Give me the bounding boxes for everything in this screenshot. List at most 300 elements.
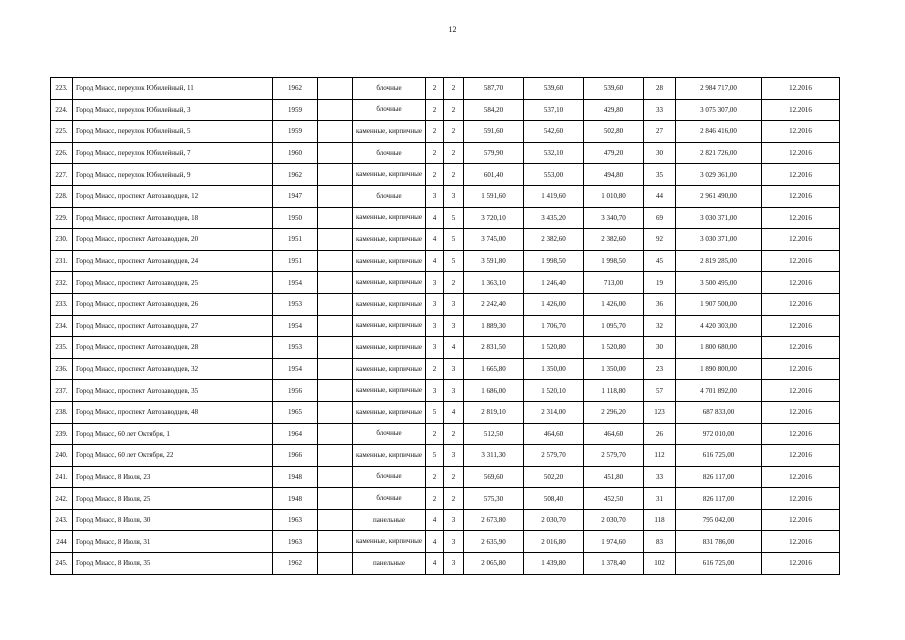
total-area-cell: 1 889,30 (464, 315, 524, 337)
total-area-cell: 579,90 (464, 142, 524, 164)
living-area-cell: 508,40 (524, 488, 584, 510)
cost-cell: 826 117,00 (676, 466, 762, 488)
living-area-cell: 1 439,80 (524, 553, 584, 575)
total-area-cell: 3 720,10 (464, 207, 524, 229)
wall-material-cell: каменные, кирпичные (353, 164, 426, 186)
cost-cell: 3 030 371,00 (676, 207, 762, 229)
table-row (51, 164, 840, 186)
row-number-cell: 231. (51, 250, 73, 272)
date-cell: 12.2016 (762, 509, 840, 531)
address-cell: Город Миасс, проспект Автозаводцев, 25 (73, 272, 273, 294)
row-number-cell: 224. (51, 99, 73, 121)
address-cell: Город Миасс, проспект Автозаводцев, 32 (73, 358, 273, 380)
wall-material-cell: блочные (353, 423, 426, 445)
row-number-cell: 225. (51, 121, 73, 143)
floors-cell: 3 (426, 337, 444, 359)
residents-cell: 26 (644, 423, 676, 445)
total-area-cell: 601,40 (464, 164, 524, 186)
date-cell: 12.2016 (762, 315, 840, 337)
table-row (51, 380, 840, 402)
year-cell: 1959 (273, 121, 318, 143)
living-area-cell: 2 016,80 (524, 531, 584, 553)
table-row (51, 488, 840, 510)
residential-area-cell: 464,60 (584, 423, 644, 445)
floors-cell: 2 (426, 358, 444, 380)
cost-cell: 616 725,00 (676, 445, 762, 467)
cost-cell: 831 786,00 (676, 531, 762, 553)
blank-cell (318, 401, 353, 423)
floors-cell: 2 (426, 466, 444, 488)
address-cell: Город Миасс, 60 лет Октября, 22 (73, 445, 273, 467)
wall-material-cell: блочные (353, 142, 426, 164)
wall-material-cell: каменные, кирпичные (353, 293, 426, 315)
year-cell: 1964 (273, 423, 318, 445)
blank-cell (318, 445, 353, 467)
table-row (51, 315, 840, 337)
residents-cell: 118 (644, 509, 676, 531)
entrances-cell: 2 (444, 121, 464, 143)
blank-cell (318, 423, 353, 445)
total-area-cell: 1 686,00 (464, 380, 524, 402)
table-row (51, 78, 840, 100)
cost-cell: 795 042,00 (676, 509, 762, 531)
table-row (51, 293, 840, 315)
blank-cell (318, 315, 353, 337)
date-cell: 12.2016 (762, 337, 840, 359)
date-cell: 12.2016 (762, 380, 840, 402)
cost-cell: 4 701 892,00 (676, 380, 762, 402)
cost-cell: 3 030 371,00 (676, 229, 762, 251)
living-area-cell: 2 382,60 (524, 229, 584, 251)
total-area-cell: 2 242,40 (464, 293, 524, 315)
total-area-cell: 1 591,60 (464, 185, 524, 207)
wall-material-cell: каменные, кирпичные (353, 380, 426, 402)
row-number-cell: 229. (51, 207, 73, 229)
residential-area-cell: 1 095,70 (584, 315, 644, 337)
table-row (51, 250, 840, 272)
table-row (51, 121, 840, 143)
row-number-cell: 239. (51, 423, 73, 445)
blank-cell (318, 293, 353, 315)
cost-cell: 1 800 680,00 (676, 337, 762, 359)
blank-cell (318, 99, 353, 121)
residential-area-cell: 1 998,50 (584, 250, 644, 272)
address-cell: Город Миасс, переулок Юбилейный, 5 (73, 121, 273, 143)
residents-cell: 28 (644, 78, 676, 100)
living-area-cell: 2 579,70 (524, 445, 584, 467)
wall-material-cell: каменные, кирпичные (353, 229, 426, 251)
table-row (51, 553, 840, 575)
cost-cell: 3 500 495,00 (676, 272, 762, 294)
date-cell: 12.2016 (762, 272, 840, 294)
entrances-cell: 3 (444, 509, 464, 531)
address-cell: Город Миасс, проспект Автозаводцев, 12 (73, 185, 273, 207)
row-number-cell: 227. (51, 164, 73, 186)
residential-area-cell: 1 010,80 (584, 185, 644, 207)
wall-material-cell: каменные, кирпичные (353, 315, 426, 337)
cost-cell: 2 819 285,00 (676, 250, 762, 272)
living-area-cell: 3 435,20 (524, 207, 584, 229)
date-cell: 12.2016 (762, 78, 840, 100)
wall-material-cell: блочные (353, 185, 426, 207)
year-cell: 1959 (273, 99, 318, 121)
date-cell: 12.2016 (762, 445, 840, 467)
living-area-cell: 1 246,40 (524, 272, 584, 294)
cost-cell: 2 961 490,00 (676, 185, 762, 207)
total-area-cell: 2 831,50 (464, 337, 524, 359)
residential-area-cell: 1 426,00 (584, 293, 644, 315)
row-number-cell: 234. (51, 315, 73, 337)
residents-cell: 33 (644, 466, 676, 488)
residential-area-cell: 2 382,60 (584, 229, 644, 251)
floors-cell: 4 (426, 207, 444, 229)
floors-cell: 2 (426, 99, 444, 121)
address-cell: Город Миасс, проспект Автозаводцев, 26 (73, 293, 273, 315)
year-cell: 1951 (273, 229, 318, 251)
table-row (51, 401, 840, 423)
entrances-cell: 5 (444, 250, 464, 272)
residents-cell: 69 (644, 207, 676, 229)
cost-cell: 3 029 361,00 (676, 164, 762, 186)
address-cell: Город Миасс, переулок Юбилейный, 9 (73, 164, 273, 186)
residential-area-cell: 1 118,80 (584, 380, 644, 402)
floors-cell: 2 (426, 423, 444, 445)
wall-material-cell: каменные, кирпичные (353, 337, 426, 359)
total-area-cell: 3 591,80 (464, 250, 524, 272)
residents-cell: 112 (644, 445, 676, 467)
residential-area-cell: 2 296,20 (584, 401, 644, 423)
date-cell: 12.2016 (762, 553, 840, 575)
total-area-cell: 1 665,80 (464, 358, 524, 380)
row-number-cell: 238. (51, 401, 73, 423)
table-row (51, 531, 840, 553)
date-cell: 12.2016 (762, 99, 840, 121)
entrances-cell: 3 (444, 315, 464, 337)
cost-cell: 4 420 303,00 (676, 315, 762, 337)
blank-cell (318, 142, 353, 164)
row-number-cell: 228. (51, 185, 73, 207)
year-cell: 1954 (273, 358, 318, 380)
cost-cell: 3 075 307,00 (676, 99, 762, 121)
floors-cell: 2 (426, 78, 444, 100)
entrances-cell: 2 (444, 423, 464, 445)
living-area-cell: 532,10 (524, 142, 584, 164)
year-cell: 1948 (273, 488, 318, 510)
blank-cell (318, 207, 353, 229)
entrances-cell: 3 (444, 445, 464, 467)
entrances-cell: 3 (444, 358, 464, 380)
table-row (51, 445, 840, 467)
wall-material-cell: блочные (353, 488, 426, 510)
date-cell: 12.2016 (762, 142, 840, 164)
year-cell: 1948 (273, 466, 318, 488)
living-area-cell: 464,60 (524, 423, 584, 445)
date-cell: 12.2016 (762, 229, 840, 251)
row-number-cell: 235. (51, 337, 73, 359)
row-number-cell: 223. (51, 78, 73, 100)
cost-cell: 826 117,00 (676, 488, 762, 510)
date-cell: 12.2016 (762, 531, 840, 553)
address-cell: Город Миасс, проспект Автозаводцев, 27 (73, 315, 273, 337)
living-area-cell: 553,00 (524, 164, 584, 186)
residential-area-cell: 1 378,40 (584, 553, 644, 575)
living-area-cell: 1 706,70 (524, 315, 584, 337)
living-area-cell: 1 419,60 (524, 185, 584, 207)
total-area-cell: 2 673,80 (464, 509, 524, 531)
table-row (51, 337, 840, 359)
cost-cell: 972 010,00 (676, 423, 762, 445)
year-cell: 1960 (273, 142, 318, 164)
floors-cell: 4 (426, 553, 444, 575)
total-area-cell: 3 745,00 (464, 229, 524, 251)
cost-cell: 616 725,00 (676, 553, 762, 575)
floors-cell: 4 (426, 509, 444, 531)
total-area-cell: 591,60 (464, 121, 524, 143)
cost-cell: 2 846 416,00 (676, 121, 762, 143)
wall-material-cell: каменные, кирпичные (353, 207, 426, 229)
date-cell: 12.2016 (762, 423, 840, 445)
living-area-cell: 537,10 (524, 99, 584, 121)
residents-cell: 19 (644, 272, 676, 294)
residents-cell: 35 (644, 164, 676, 186)
floors-cell: 5 (426, 445, 444, 467)
wall-material-cell: каменные, кирпичные (353, 272, 426, 294)
blank-cell (318, 488, 353, 510)
total-area-cell: 587,70 (464, 78, 524, 100)
blank-cell (318, 337, 353, 359)
table-row (51, 207, 840, 229)
entrances-cell: 3 (444, 185, 464, 207)
residents-cell: 31 (644, 488, 676, 510)
residential-area-cell: 502,80 (584, 121, 644, 143)
blank-cell (318, 272, 353, 294)
blank-cell (318, 466, 353, 488)
entrances-cell: 4 (444, 337, 464, 359)
address-cell: Город Миасс, переулок Юбилейный, 3 (73, 99, 273, 121)
table-row (51, 509, 840, 531)
entrances-cell: 2 (444, 142, 464, 164)
date-cell: 12.2016 (762, 250, 840, 272)
wall-material-cell: панельные (353, 509, 426, 531)
entrances-cell: 5 (444, 207, 464, 229)
floors-cell: 3 (426, 293, 444, 315)
living-area-cell: 2 314,00 (524, 401, 584, 423)
date-cell: 12.2016 (762, 207, 840, 229)
residential-area-cell: 713,00 (584, 272, 644, 294)
cost-cell: 1 907 500,00 (676, 293, 762, 315)
floors-cell: 2 (426, 121, 444, 143)
wall-material-cell: каменные, кирпичные (353, 250, 426, 272)
entrances-cell: 2 (444, 488, 464, 510)
year-cell: 1963 (273, 531, 318, 553)
date-cell: 12.2016 (762, 358, 840, 380)
date-cell: 12.2016 (762, 185, 840, 207)
residents-cell: 123 (644, 401, 676, 423)
living-area-cell: 502,20 (524, 466, 584, 488)
entrances-cell: 2 (444, 164, 464, 186)
year-cell: 1947 (273, 185, 318, 207)
date-cell: 12.2016 (762, 293, 840, 315)
table-body (51, 78, 840, 575)
total-area-cell: 575,30 (464, 488, 524, 510)
blank-cell (318, 121, 353, 143)
residents-cell: 44 (644, 185, 676, 207)
living-area-cell: 539,60 (524, 78, 584, 100)
residents-cell: 92 (644, 229, 676, 251)
year-cell: 1966 (273, 445, 318, 467)
date-cell: 12.2016 (762, 488, 840, 510)
table-row (51, 358, 840, 380)
total-area-cell: 2 065,80 (464, 553, 524, 575)
blank-cell (318, 78, 353, 100)
address-cell: Город Миасс, проспект Автозаводцев, 20 (73, 229, 273, 251)
year-cell: 1963 (273, 509, 318, 531)
row-number-cell: 230. (51, 229, 73, 251)
living-area-cell: 2 030,70 (524, 509, 584, 531)
cost-cell: 687 833,00 (676, 401, 762, 423)
living-area-cell: 1 350,00 (524, 358, 584, 380)
residents-cell: 33 (644, 99, 676, 121)
year-cell: 1954 (273, 315, 318, 337)
floors-cell: 4 (426, 229, 444, 251)
total-area-cell: 584,20 (464, 99, 524, 121)
total-area-cell: 2 635,90 (464, 531, 524, 553)
row-number-cell: 240. (51, 445, 73, 467)
date-cell: 12.2016 (762, 401, 840, 423)
residential-area-cell: 451,80 (584, 466, 644, 488)
address-cell: Город Миасс, 8 Июля, 23 (73, 466, 273, 488)
address-cell: Город Миасс, проспект Автозаводцев, 24 (73, 250, 273, 272)
total-area-cell: 569,60 (464, 466, 524, 488)
row-number-cell: 241. (51, 466, 73, 488)
blank-cell (318, 250, 353, 272)
address-cell: Город Миасс, 8 Июля, 30 (73, 509, 273, 531)
entrances-cell: 2 (444, 78, 464, 100)
total-area-cell: 512,50 (464, 423, 524, 445)
entrances-cell: 3 (444, 380, 464, 402)
blank-cell (318, 531, 353, 553)
year-cell: 1965 (273, 401, 318, 423)
wall-material-cell: каменные, кирпичные (353, 531, 426, 553)
wall-material-cell: каменные, кирпичные (353, 358, 426, 380)
residents-cell: 30 (644, 142, 676, 164)
entrances-cell: 2 (444, 99, 464, 121)
wall-material-cell: каменные, кирпичные (353, 401, 426, 423)
living-area-cell: 1 520,80 (524, 337, 584, 359)
wall-material-cell: панельные (353, 553, 426, 575)
residential-area-cell: 429,80 (584, 99, 644, 121)
living-area-cell: 542,60 (524, 121, 584, 143)
residential-area-cell: 479,20 (584, 142, 644, 164)
floors-cell: 4 (426, 250, 444, 272)
row-number-cell: 242. (51, 488, 73, 510)
table-row (51, 99, 840, 121)
living-area-cell: 1 998,50 (524, 250, 584, 272)
residential-area-cell: 539,60 (584, 78, 644, 100)
residents-cell: 36 (644, 293, 676, 315)
entrances-cell: 5 (444, 229, 464, 251)
floors-cell: 4 (426, 531, 444, 553)
cost-cell: 2 984 717,00 (676, 78, 762, 100)
address-cell: Город Миасс, проспект Автозаводцев, 28 (73, 337, 273, 359)
floors-cell: 3 (426, 272, 444, 294)
row-number-cell: 232. (51, 272, 73, 294)
residential-area-cell: 2 579,70 (584, 445, 644, 467)
address-cell: Город Миасс, переулок Юбилейный, 11 (73, 78, 273, 100)
table-row (51, 142, 840, 164)
entrances-cell: 3 (444, 531, 464, 553)
residents-cell: 57 (644, 380, 676, 402)
wall-material-cell: блочные (353, 466, 426, 488)
residents-cell: 30 (644, 337, 676, 359)
row-number-cell: 236. (51, 358, 73, 380)
floors-cell: 3 (426, 315, 444, 337)
page-number: 12 (448, 25, 457, 34)
housing-table (50, 77, 840, 575)
address-cell: Город Миасс, 8 Июля, 31 (73, 531, 273, 553)
blank-cell (318, 553, 353, 575)
floors-cell: 2 (426, 164, 444, 186)
residents-cell: 83 (644, 531, 676, 553)
row-number-cell: 243. (51, 509, 73, 531)
row-number-cell: 237. (51, 380, 73, 402)
residential-area-cell: 1 350,00 (584, 358, 644, 380)
wall-material-cell: блочные (353, 78, 426, 100)
table-row (51, 466, 840, 488)
total-area-cell: 1 363,10 (464, 272, 524, 294)
table-row (51, 272, 840, 294)
wall-material-cell: каменные, кирпичные (353, 445, 426, 467)
year-cell: 1953 (273, 337, 318, 359)
address-cell: Город Миасс, переулок Юбилейный, 7 (73, 142, 273, 164)
address-cell: Город Миасс, проспект Автозаводцев, 18 (73, 207, 273, 229)
entrances-cell: 2 (444, 466, 464, 488)
total-area-cell: 3 311,30 (464, 445, 524, 467)
year-cell: 1951 (273, 250, 318, 272)
blank-cell (318, 164, 353, 186)
blank-cell (318, 380, 353, 402)
blank-cell (318, 509, 353, 531)
address-cell: Город Миасс, 8 Июля, 25 (73, 488, 273, 510)
residential-area-cell: 2 030,70 (584, 509, 644, 531)
entrances-cell: 2 (444, 272, 464, 294)
residents-cell: 45 (644, 250, 676, 272)
residents-cell: 32 (644, 315, 676, 337)
residential-area-cell: 1 974,60 (584, 531, 644, 553)
floors-cell: 2 (426, 488, 444, 510)
date-cell: 12.2016 (762, 121, 840, 143)
residents-cell: 23 (644, 358, 676, 380)
wall-material-cell: блочные (353, 99, 426, 121)
wall-material-cell: каменные, кирпичные (353, 121, 426, 143)
table-row (51, 185, 840, 207)
living-area-cell: 1 520,10 (524, 380, 584, 402)
year-cell: 1953 (273, 293, 318, 315)
residents-cell: 102 (644, 553, 676, 575)
table-row (51, 229, 840, 251)
cost-cell: 2 821 726,00 (676, 142, 762, 164)
address-cell: Город Миасс, проспект Автозаводцев, 48 (73, 401, 273, 423)
address-cell: Город Миасс, проспект Автозаводцев, 35 (73, 380, 273, 402)
total-area-cell: 2 819,10 (464, 401, 524, 423)
floors-cell: 5 (426, 401, 444, 423)
entrances-cell: 4 (444, 401, 464, 423)
entrances-cell: 3 (444, 553, 464, 575)
living-area-cell: 1 426,00 (524, 293, 584, 315)
year-cell: 1956 (273, 380, 318, 402)
year-cell: 1962 (273, 553, 318, 575)
year-cell: 1962 (273, 78, 318, 100)
